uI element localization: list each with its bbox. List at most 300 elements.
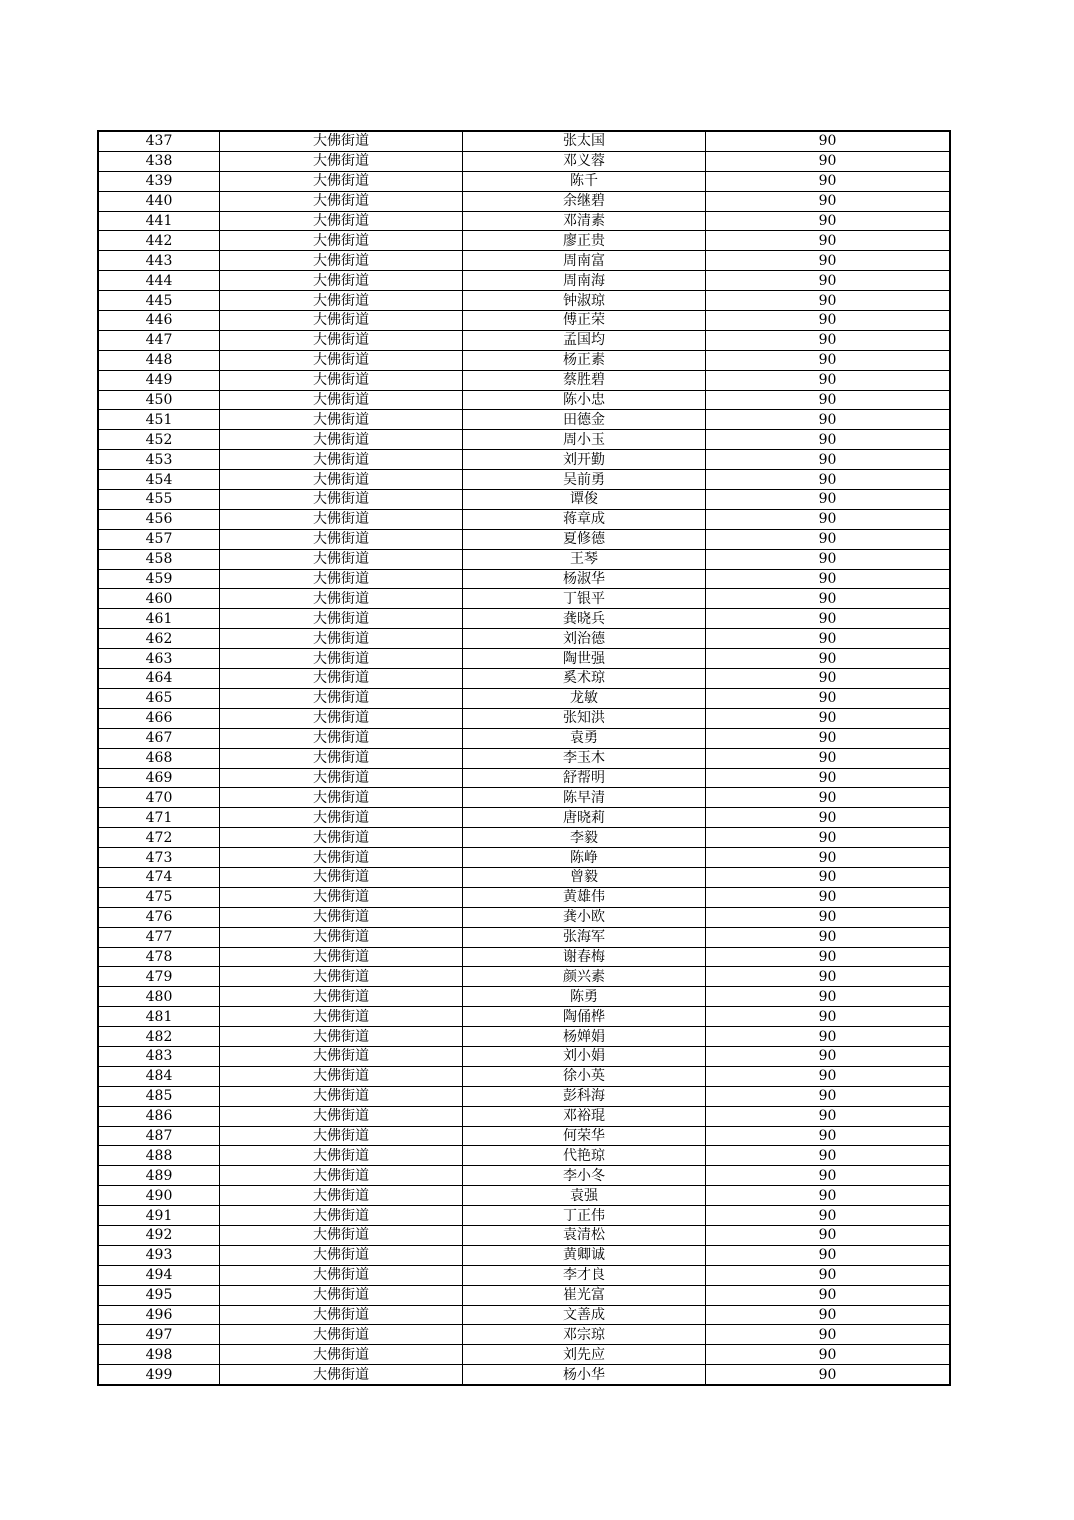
- district-cell: 大佛街道: [220, 788, 463, 808]
- table-row: [98, 1265, 950, 1285]
- value-cell: 90: [706, 151, 951, 171]
- name-cell: 陶世强: [463, 649, 706, 669]
- row-number-cell: 481: [98, 1007, 220, 1027]
- table-row: [98, 629, 950, 649]
- district-cell: 大佛街道: [220, 848, 463, 868]
- table-row: [98, 1106, 950, 1126]
- name-cell: 袁强: [463, 1186, 706, 1206]
- table-row: [98, 708, 950, 728]
- value-cell: 90: [706, 470, 951, 490]
- district-cell: 大佛街道: [220, 728, 463, 748]
- district-cell: 大佛街道: [220, 987, 463, 1007]
- row-number-cell: 463: [98, 649, 220, 669]
- row-number-cell: 483: [98, 1046, 220, 1066]
- name-cell: 夏修德: [463, 529, 706, 549]
- table-row: [98, 688, 950, 708]
- row-number-cell: 472: [98, 828, 220, 848]
- row-number-cell: 471: [98, 808, 220, 828]
- name-cell: 张太国: [463, 131, 706, 151]
- table-row: [98, 350, 950, 370]
- row-number-cell: 477: [98, 927, 220, 947]
- name-cell: 崔光富: [463, 1285, 706, 1305]
- district-cell: 大佛街道: [220, 1166, 463, 1186]
- row-number-cell: 473: [98, 848, 220, 868]
- value-cell: 90: [706, 1206, 951, 1226]
- row-number-cell: 492: [98, 1225, 220, 1245]
- table-body: [98, 131, 950, 1385]
- value-cell: 90: [706, 251, 951, 271]
- value-cell: 90: [706, 609, 951, 629]
- name-cell: 邓义蓉: [463, 151, 706, 171]
- table-row: [98, 887, 950, 907]
- name-cell: 李毅: [463, 828, 706, 848]
- district-cell: 大佛街道: [220, 867, 463, 887]
- name-cell: 李才良: [463, 1265, 706, 1285]
- row-number-cell: 470: [98, 788, 220, 808]
- district-cell: 大佛街道: [220, 330, 463, 350]
- name-cell: 钟淑琼: [463, 291, 706, 311]
- table-row: [98, 171, 950, 191]
- name-cell: 唐晓莉: [463, 808, 706, 828]
- value-cell: 90: [706, 629, 951, 649]
- district-cell: 大佛街道: [220, 688, 463, 708]
- table-row: [98, 131, 950, 151]
- name-cell: 徐小英: [463, 1066, 706, 1086]
- value-cell: 90: [706, 1345, 951, 1365]
- row-number-cell: 488: [98, 1146, 220, 1166]
- table-row: [98, 1086, 950, 1106]
- row-number-cell: 480: [98, 987, 220, 1007]
- district-cell: 大佛街道: [220, 450, 463, 470]
- name-cell: 周南海: [463, 271, 706, 291]
- name-cell: 谭俊: [463, 490, 706, 510]
- district-cell: 大佛街道: [220, 669, 463, 689]
- district-cell: 大佛街道: [220, 927, 463, 947]
- table-row: [98, 311, 950, 331]
- name-cell: 王琴: [463, 549, 706, 569]
- value-cell: 90: [706, 907, 951, 927]
- value-cell: 90: [706, 450, 951, 470]
- district-cell: 大佛街道: [220, 1285, 463, 1305]
- row-number-cell: 455: [98, 490, 220, 510]
- table-row: [98, 211, 950, 231]
- value-cell: 90: [706, 311, 951, 331]
- district-cell: 大佛街道: [220, 1046, 463, 1066]
- table-row: [98, 1126, 950, 1146]
- table-row: [98, 1007, 950, 1027]
- value-cell: 90: [706, 1285, 951, 1305]
- table-row: [98, 828, 950, 848]
- table-row: [98, 967, 950, 987]
- row-number-cell: 437: [98, 131, 220, 151]
- district-cell: 大佛街道: [220, 529, 463, 549]
- row-number-cell: 447: [98, 330, 220, 350]
- value-cell: 90: [706, 410, 951, 430]
- value-cell: 90: [706, 1106, 951, 1126]
- district-cell: 大佛街道: [220, 410, 463, 430]
- table-row: [98, 728, 950, 748]
- row-number-cell: 494: [98, 1265, 220, 1285]
- table-row: [98, 410, 950, 430]
- name-cell: 余继碧: [463, 191, 706, 211]
- district-cell: 大佛街道: [220, 430, 463, 450]
- value-cell: 90: [706, 430, 951, 450]
- row-number-cell: 448: [98, 350, 220, 370]
- district-cell: 大佛街道: [220, 271, 463, 291]
- row-number-cell: 461: [98, 609, 220, 629]
- row-number-cell: 466: [98, 708, 220, 728]
- name-cell: 杨婵娟: [463, 1027, 706, 1047]
- name-cell: 邓清素: [463, 211, 706, 231]
- table-row: [98, 191, 950, 211]
- name-cell: 李玉木: [463, 748, 706, 768]
- district-cell: 大佛街道: [220, 887, 463, 907]
- name-cell: 颜兴素: [463, 967, 706, 987]
- row-number-cell: 482: [98, 1027, 220, 1047]
- value-cell: 90: [706, 768, 951, 788]
- table-row: [98, 669, 950, 689]
- value-cell: 90: [706, 231, 951, 251]
- table-row: [98, 1305, 950, 1325]
- district-cell: 大佛街道: [220, 251, 463, 271]
- row-number-cell: 442: [98, 231, 220, 251]
- table-row: [98, 1206, 950, 1226]
- row-number-cell: 469: [98, 768, 220, 788]
- row-number-cell: 454: [98, 470, 220, 490]
- table-row: [98, 390, 950, 410]
- name-cell: 邓裕琨: [463, 1106, 706, 1126]
- row-number-cell: 445: [98, 291, 220, 311]
- table-row: [98, 330, 950, 350]
- row-number-cell: 497: [98, 1325, 220, 1345]
- name-cell: 袁勇: [463, 728, 706, 748]
- row-number-cell: 449: [98, 370, 220, 390]
- name-cell: 黄卿诚: [463, 1245, 706, 1265]
- value-cell: 90: [706, 947, 951, 967]
- district-cell: 大佛街道: [220, 1365, 463, 1385]
- value-cell: 90: [706, 1046, 951, 1066]
- district-cell: 大佛街道: [220, 1305, 463, 1325]
- value-cell: 90: [706, 848, 951, 868]
- name-cell: 黄雄伟: [463, 887, 706, 907]
- name-cell: 陶俑桦: [463, 1007, 706, 1027]
- name-cell: 代艳琼: [463, 1146, 706, 1166]
- row-number-cell: 495: [98, 1285, 220, 1305]
- table-row: [98, 748, 950, 768]
- district-cell: 大佛街道: [220, 569, 463, 589]
- value-cell: 90: [706, 1007, 951, 1027]
- name-cell: 舒帮明: [463, 768, 706, 788]
- district-cell: 大佛街道: [220, 629, 463, 649]
- row-number-cell: 456: [98, 509, 220, 529]
- value-cell: 90: [706, 211, 951, 231]
- value-cell: 90: [706, 549, 951, 569]
- value-cell: 90: [706, 569, 951, 589]
- district-cell: 大佛街道: [220, 350, 463, 370]
- value-cell: 90: [706, 688, 951, 708]
- value-cell: 90: [706, 887, 951, 907]
- row-number-cell: 465: [98, 688, 220, 708]
- row-number-cell: 457: [98, 529, 220, 549]
- name-cell: 廖正贵: [463, 231, 706, 251]
- district-cell: 大佛街道: [220, 1126, 463, 1146]
- name-cell: 杨淑华: [463, 569, 706, 589]
- name-cell: 刘治德: [463, 629, 706, 649]
- value-cell: 90: [706, 1166, 951, 1186]
- district-cell: 大佛街道: [220, 1106, 463, 1126]
- table-row: [98, 1245, 950, 1265]
- district-cell: 大佛街道: [220, 748, 463, 768]
- name-cell: 蔡胜碧: [463, 370, 706, 390]
- district-cell: 大佛街道: [220, 589, 463, 609]
- table-row: [98, 907, 950, 927]
- name-cell: 蒋章成: [463, 509, 706, 529]
- table-row: [98, 549, 950, 569]
- value-cell: 90: [706, 1146, 951, 1166]
- table-row: [98, 848, 950, 868]
- row-number-cell: 450: [98, 390, 220, 410]
- name-cell: 陈峥: [463, 848, 706, 868]
- district-cell: 大佛街道: [220, 1245, 463, 1265]
- value-cell: 90: [706, 748, 951, 768]
- table-row: [98, 370, 950, 390]
- district-cell: 大佛街道: [220, 907, 463, 927]
- row-number-cell: 478: [98, 947, 220, 967]
- table-row: [98, 987, 950, 1007]
- name-cell: 袁清松: [463, 1225, 706, 1245]
- district-cell: 大佛街道: [220, 191, 463, 211]
- value-cell: 90: [706, 669, 951, 689]
- name-cell: 陈小忠: [463, 390, 706, 410]
- table-row: [98, 768, 950, 788]
- row-number-cell: 476: [98, 907, 220, 927]
- table-row: [98, 1186, 950, 1206]
- district-cell: 大佛街道: [220, 609, 463, 629]
- table-row: [98, 251, 950, 271]
- table-row: [98, 867, 950, 887]
- table-row: [98, 1066, 950, 1086]
- name-cell: 周南富: [463, 251, 706, 271]
- district-cell: 大佛街道: [220, 171, 463, 191]
- value-cell: 90: [706, 1086, 951, 1106]
- name-cell: 彭科海: [463, 1086, 706, 1106]
- table-row: [98, 947, 950, 967]
- name-cell: 张知洪: [463, 708, 706, 728]
- table-row: [98, 490, 950, 510]
- row-number-cell: 438: [98, 151, 220, 171]
- row-number-cell: 464: [98, 669, 220, 689]
- district-cell: 大佛街道: [220, 1345, 463, 1365]
- district-cell: 大佛街道: [220, 470, 463, 490]
- value-cell: 90: [706, 131, 951, 151]
- name-cell: 刘先应: [463, 1345, 706, 1365]
- table-row: [98, 609, 950, 629]
- name-cell: 奚术琼: [463, 669, 706, 689]
- table-row: [98, 1325, 950, 1345]
- name-cell: 陈勇: [463, 987, 706, 1007]
- value-cell: 90: [706, 1225, 951, 1245]
- row-number-cell: 459: [98, 569, 220, 589]
- row-number-cell: 493: [98, 1245, 220, 1265]
- value-cell: 90: [706, 1305, 951, 1325]
- table-row: [98, 927, 950, 947]
- district-cell: 大佛街道: [220, 967, 463, 987]
- value-cell: 90: [706, 1126, 951, 1146]
- table-row: [98, 1365, 950, 1385]
- district-cell: 大佛街道: [220, 1007, 463, 1027]
- name-cell: 傅正荣: [463, 311, 706, 331]
- district-cell: 大佛街道: [220, 1086, 463, 1106]
- district-cell: 大佛街道: [220, 490, 463, 510]
- district-cell: 大佛街道: [220, 808, 463, 828]
- value-cell: 90: [706, 330, 951, 350]
- table-row: [98, 1046, 950, 1066]
- row-number-cell: 490: [98, 1186, 220, 1206]
- district-cell: 大佛街道: [220, 1186, 463, 1206]
- table-row: [98, 1285, 950, 1305]
- district-cell: 大佛街道: [220, 131, 463, 151]
- district-cell: 大佛街道: [220, 370, 463, 390]
- row-number-cell: 499: [98, 1365, 220, 1385]
- district-cell: 大佛街道: [220, 947, 463, 967]
- table-row: [98, 649, 950, 669]
- table-row: [98, 1345, 950, 1365]
- value-cell: 90: [706, 390, 951, 410]
- name-cell: 龚小欧: [463, 907, 706, 927]
- value-cell: 90: [706, 808, 951, 828]
- row-number-cell: 444: [98, 271, 220, 291]
- name-cell: 孟国均: [463, 330, 706, 350]
- row-number-cell: 489: [98, 1166, 220, 1186]
- district-cell: 大佛街道: [220, 390, 463, 410]
- district-cell: 大佛街道: [220, 1225, 463, 1245]
- row-number-cell: 446: [98, 311, 220, 331]
- district-cell: 大佛街道: [220, 708, 463, 728]
- name-cell: 丁正伟: [463, 1206, 706, 1226]
- value-cell: 90: [706, 1365, 951, 1385]
- name-cell: 陈千: [463, 171, 706, 191]
- row-number-cell: 443: [98, 251, 220, 271]
- row-number-cell: 441: [98, 211, 220, 231]
- row-number-cell: 474: [98, 867, 220, 887]
- name-cell: 邓宗琼: [463, 1325, 706, 1345]
- name-cell: 龙敏: [463, 688, 706, 708]
- row-number-cell: 484: [98, 1066, 220, 1086]
- district-cell: 大佛街道: [220, 1265, 463, 1285]
- district-cell: 大佛街道: [220, 1027, 463, 1047]
- value-cell: 90: [706, 708, 951, 728]
- name-cell: 李小冬: [463, 1166, 706, 1186]
- district-cell: 大佛街道: [220, 828, 463, 848]
- row-number-cell: 496: [98, 1305, 220, 1325]
- value-cell: 90: [706, 490, 951, 510]
- row-number-cell: 458: [98, 549, 220, 569]
- row-number-cell: 452: [98, 430, 220, 450]
- row-number-cell: 440: [98, 191, 220, 211]
- value-cell: 90: [706, 1245, 951, 1265]
- name-cell: 张海军: [463, 927, 706, 947]
- district-cell: 大佛街道: [220, 649, 463, 669]
- district-cell: 大佛街道: [220, 549, 463, 569]
- table-row: [98, 1146, 950, 1166]
- table-row: [98, 569, 950, 589]
- district-cell: 大佛街道: [220, 1146, 463, 1166]
- value-cell: 90: [706, 828, 951, 848]
- table-row: [98, 509, 950, 529]
- district-cell: 大佛街道: [220, 1066, 463, 1086]
- name-cell: 龚晓兵: [463, 609, 706, 629]
- name-cell: 何荣华: [463, 1126, 706, 1146]
- name-cell: 周小玉: [463, 430, 706, 450]
- row-number-cell: 462: [98, 629, 220, 649]
- district-cell: 大佛街道: [220, 211, 463, 231]
- name-cell: 曾毅: [463, 867, 706, 887]
- table-row: [98, 450, 950, 470]
- value-cell: 90: [706, 191, 951, 211]
- data-table: [97, 130, 951, 1386]
- row-number-cell: 498: [98, 1345, 220, 1365]
- value-cell: 90: [706, 291, 951, 311]
- row-number-cell: 475: [98, 887, 220, 907]
- table-row: [98, 529, 950, 549]
- row-number-cell: 453: [98, 450, 220, 470]
- row-number-cell: 460: [98, 589, 220, 609]
- district-cell: 大佛街道: [220, 509, 463, 529]
- value-cell: 90: [706, 1186, 951, 1206]
- row-number-cell: 491: [98, 1206, 220, 1226]
- district-cell: 大佛街道: [220, 768, 463, 788]
- row-number-cell: 439: [98, 171, 220, 191]
- name-cell: 杨正素: [463, 350, 706, 370]
- row-number-cell: 451: [98, 410, 220, 430]
- value-cell: 90: [706, 509, 951, 529]
- value-cell: 90: [706, 867, 951, 887]
- table-row: [98, 1027, 950, 1047]
- name-cell: 吴前勇: [463, 470, 706, 490]
- name-cell: 刘开勤: [463, 450, 706, 470]
- table-row: [98, 231, 950, 251]
- name-cell: 文善成: [463, 1305, 706, 1325]
- table-row: [98, 151, 950, 171]
- table-row: [98, 271, 950, 291]
- value-cell: 90: [706, 1325, 951, 1345]
- table-row: [98, 470, 950, 490]
- district-cell: 大佛街道: [220, 151, 463, 171]
- value-cell: 90: [706, 1066, 951, 1086]
- table-row: [98, 291, 950, 311]
- name-cell: 田德金: [463, 410, 706, 430]
- row-number-cell: 467: [98, 728, 220, 748]
- table-row: [98, 430, 950, 450]
- value-cell: 90: [706, 1027, 951, 1047]
- table-row: [98, 788, 950, 808]
- value-cell: 90: [706, 171, 951, 191]
- value-cell: 90: [706, 987, 951, 1007]
- name-cell: 杨小华: [463, 1365, 706, 1385]
- table-row: [98, 589, 950, 609]
- value-cell: 90: [706, 649, 951, 669]
- name-cell: 陈早清: [463, 788, 706, 808]
- value-cell: 90: [706, 788, 951, 808]
- table-row: [98, 808, 950, 828]
- district-cell: 大佛街道: [220, 291, 463, 311]
- name-cell: 谢春梅: [463, 947, 706, 967]
- row-number-cell: 485: [98, 1086, 220, 1106]
- row-number-cell: 487: [98, 1126, 220, 1146]
- district-cell: 大佛街道: [220, 1325, 463, 1345]
- name-cell: 丁银平: [463, 589, 706, 609]
- district-cell: 大佛街道: [220, 1206, 463, 1226]
